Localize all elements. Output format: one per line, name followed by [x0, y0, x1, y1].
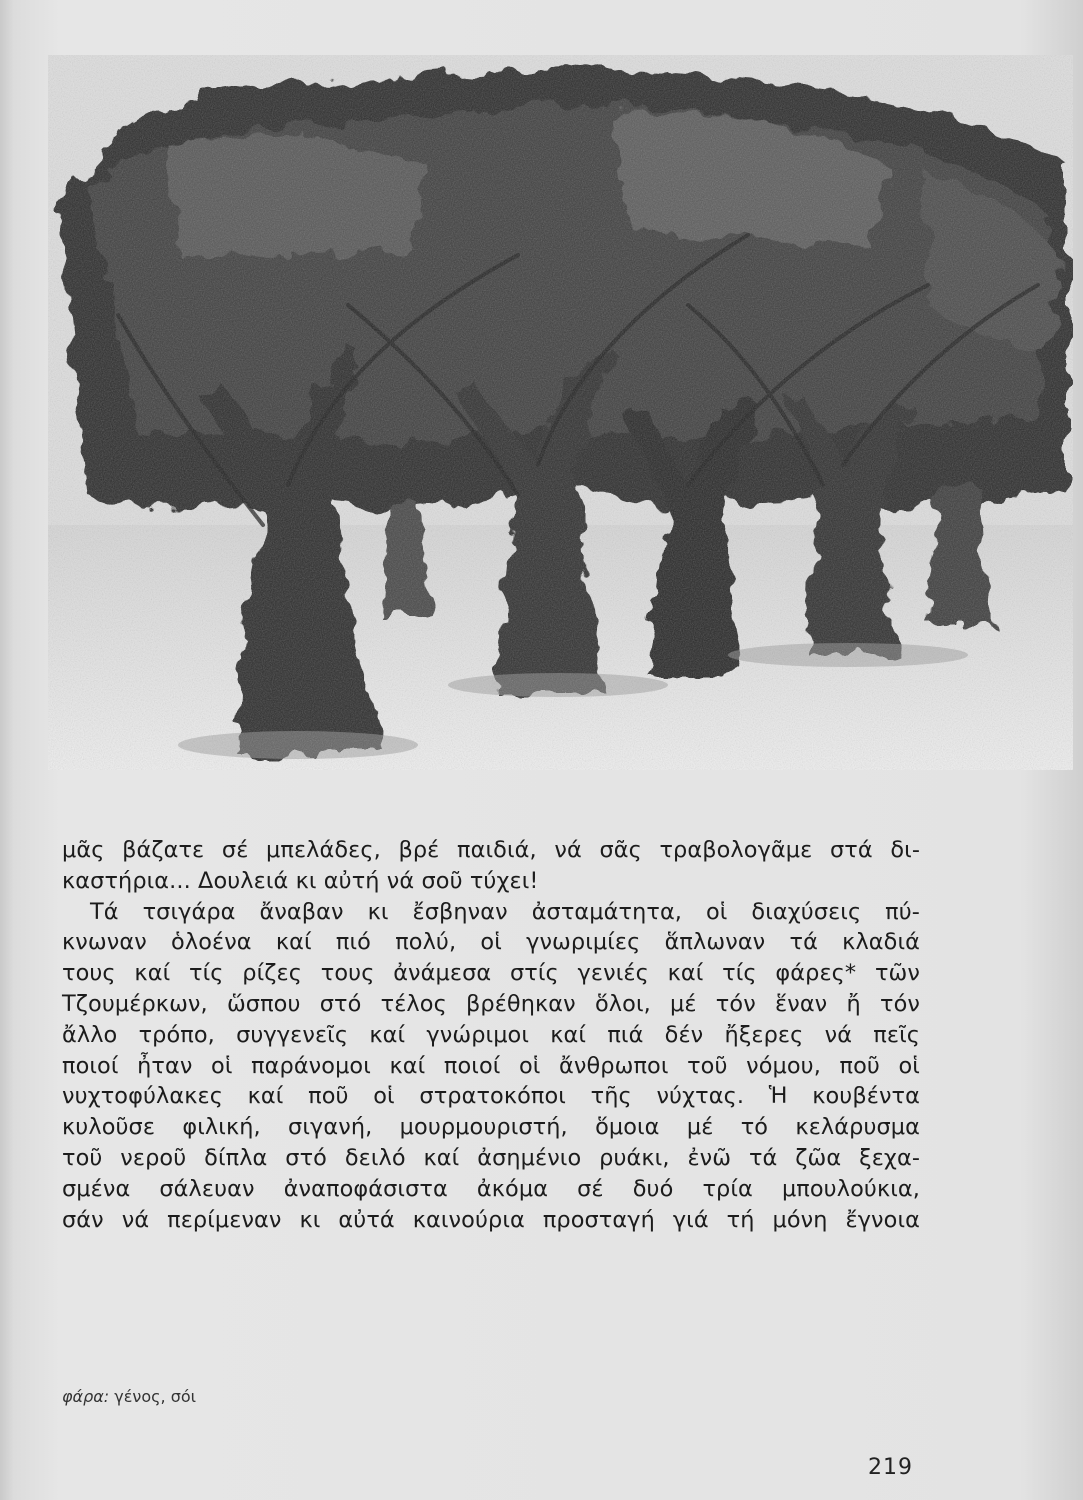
body-line: κνωναν ὁλοένα καί πιό πολύ, οἱ γνωριμίες ἅπλωναν τά κλαδιά	[62, 929, 920, 956]
body-line: σάν νά περίμεναν κι αὐτά καινούρια προσταγή γιά τή μόνη ἔγνοια	[62, 1206, 920, 1233]
footnote-definition: γένος, σόι	[114, 1387, 197, 1406]
body-line: καστήρια... Δουλειά κι αὐτή νά σοῦ τύχει!	[62, 867, 539, 894]
body-line: τους καί τίς ρίζες τους ἀνάμεσα στίς γενιές καί τίς φάρες* τῶν	[62, 960, 920, 987]
body-line: νυχτοφύλακες καί ποῦ οἱ στρατοκόποι τῆς νύχτας. Ἡ κουβέντα	[62, 1083, 920, 1110]
body-line: σμένα σάλευαν ἀναποφάσιστα ἀκόμα σέ δυό τρία μπουλούκια,	[62, 1175, 920, 1202]
footnote	[62, 1387, 196, 1406]
footnote-term: φάρα:	[62, 1387, 110, 1406]
body-line: μᾶς βάζατε σέ μπελάδες, βρέ παιδιά, νά σᾶς τραβολογᾶμε στά δι-	[62, 837, 920, 863]
body-line: ποιοί ἦταν οἱ παράνομοι καί ποιοί οἱ ἄνθρωποι τοῦ νόμου, ποῦ οἱ	[62, 1052, 920, 1079]
olive-grove-illustration	[48, 55, 1073, 770]
body-line: Τζουμέρκων, ὥσπου στό τέλος βρέθηκαν ὅλοι, μέ τόν ἕναν ἤ τόν	[62, 990, 920, 1017]
body-line: κυλοῦσε φιλική, σιγανή, μουρμουριστή, ὅμοια μέ τό κελάρυσμα	[62, 1114, 920, 1141]
body-text	[62, 835, 920, 1235]
body-line: ἄλλο τρόπο, συγγενεῖς καί γνώριμοι καί πιά δέν ἤξερες νά πεῖς	[62, 1021, 920, 1048]
body-line: τοῦ νεροῦ δίπλα στό δειλό καί ἀσημένιο ρυάκι, ἐνῶ τά ζῶα ξεχα-	[62, 1144, 920, 1171]
body-line: Τά τσιγάρα ἄναβαν κι ἔσβηναν ἀσταμάτητα, οἱ διαχύσεις πύ-	[90, 898, 920, 925]
page-number: 219	[868, 1455, 913, 1480]
